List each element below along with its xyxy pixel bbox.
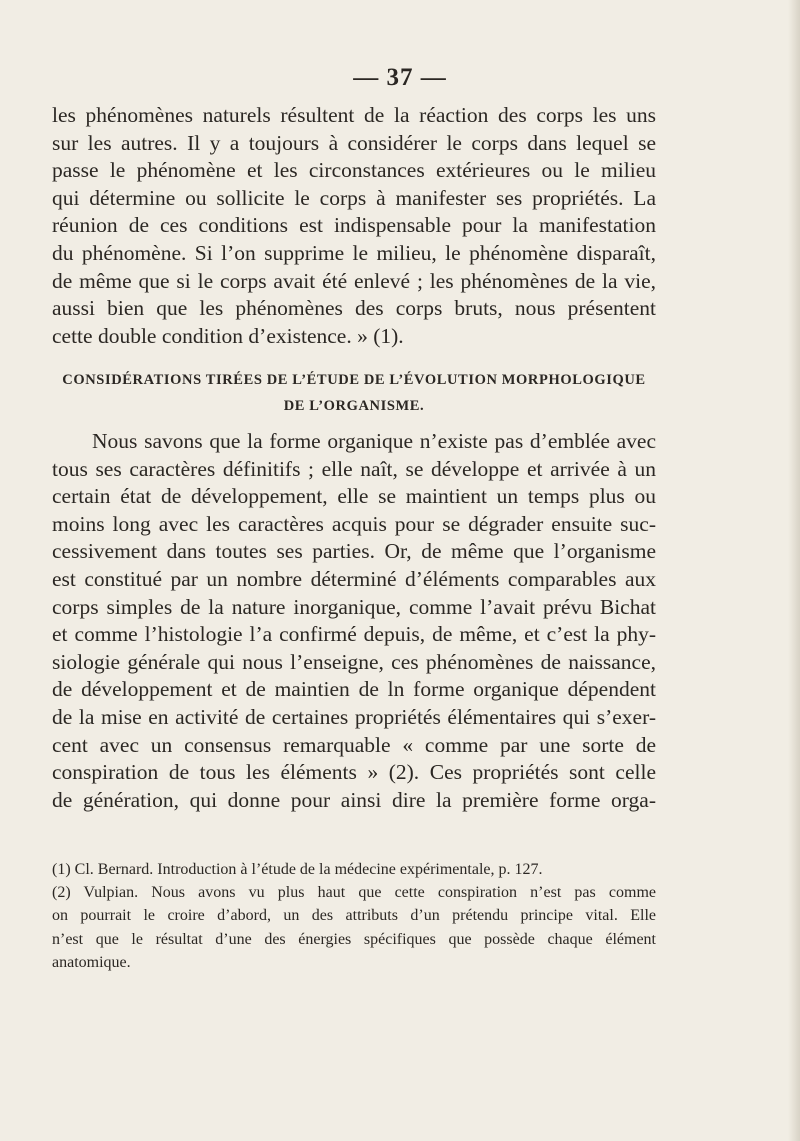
section-heading xyxy=(52,367,656,419)
footnote-2-line: n’est que le résultat d’une des énergies spécifiques que possède chaque élément xyxy=(52,930,656,948)
footnote-2-line: anatomique. xyxy=(52,953,131,971)
text-line: passe le phénomène et les circonstances extérieures ou le milieu xyxy=(52,158,656,183)
text-line: cette double condition d’existence. » (1). xyxy=(52,323,404,348)
text-line: certain état de développement, elle se maintient un temps plus ou xyxy=(52,484,656,509)
text-line: Nous savons que la forme organique n’existe pas d’emblée avec xyxy=(92,429,656,453)
footnotes xyxy=(52,858,656,974)
text-line: réunion de ces conditions est indispensable pour la manifestation xyxy=(52,213,656,238)
text-line: et comme l’histologie l’a confirmé depuis, de même, et c’est la phy- xyxy=(52,622,656,647)
paragraph-2 xyxy=(52,428,656,814)
text-line: cessivement dans toutes ses parties. Or, de même que l’organisme xyxy=(52,539,656,564)
text-line: moins long avec les caractères acquis pour se dégrader ensuite suc- xyxy=(52,511,656,536)
text-line: tous ses caractères définitifs ; elle naît, se développe et arrivée à un xyxy=(52,456,656,481)
footnote-2-line: on pourrait le croire d’abord, un des attributs d’un prétendu principe vital. Elle xyxy=(52,907,656,925)
text-line: corps simples de la nature inorganique, comme l’avait prévu Bichat xyxy=(52,594,656,619)
page-edge-shadow xyxy=(788,0,800,1141)
paragraph-1 xyxy=(52,102,656,350)
text-line: de même que si le corps avait été enlevé ; les phénomènes de la vie, xyxy=(52,268,656,293)
footnote-1: (1) Cl. Bernard. Introduction à l’étude de la médecine expérimentale, p. 127. xyxy=(52,861,543,878)
text-line: conspiration de tous les éléments » (2). Ces propriétés sont celle xyxy=(52,760,656,785)
text-line: siologie générale qui nous l’enseigne, ces phénomènes de naissance, xyxy=(52,649,656,674)
text-line: aussi bien que les phénomènes des corps bruts, nous présentent xyxy=(52,296,656,321)
text-line: de développement et de maintien de ln forme organique dépendent xyxy=(52,677,656,702)
text-line: sur les autres. Il y a toujours à considérer le corps dans lequel se xyxy=(52,130,656,155)
footnote-2-line: (2) Vulpian. Nous avons vu plus haut que cette conspiration n’est pas comme xyxy=(52,884,656,902)
heading-line: CONSIDÉRATIONS TIRÉES DE L’ÉTUDE DE L’ÉVOLUTION MORPHOLOGIQUE xyxy=(62,372,646,388)
text-line: du phénomène. Si l’on supprime le milieu, le phénomène disparaît, xyxy=(52,240,656,265)
text-line: est constitué par un nombre déterminé d’éléments comparables aux xyxy=(52,566,656,591)
page-number: — 37 — xyxy=(353,64,447,91)
heading-line: DE L’ORGANISME. xyxy=(283,398,425,414)
text-line: de la mise en activité de certaines propriétés élémentaires qui s’exer- xyxy=(52,704,656,729)
text-line: les phénomènes naturels résultent de la réaction des corps les uns xyxy=(52,103,656,127)
text-line: qui détermine ou sollicite le corps à manifester ses propriétés. La xyxy=(52,185,656,210)
text-line: cent avec un consensus remarquable « comme par une sorte de xyxy=(52,732,656,757)
text-line: de génération, qui donne pour ainsi dire la première forme orga- xyxy=(52,787,656,812)
